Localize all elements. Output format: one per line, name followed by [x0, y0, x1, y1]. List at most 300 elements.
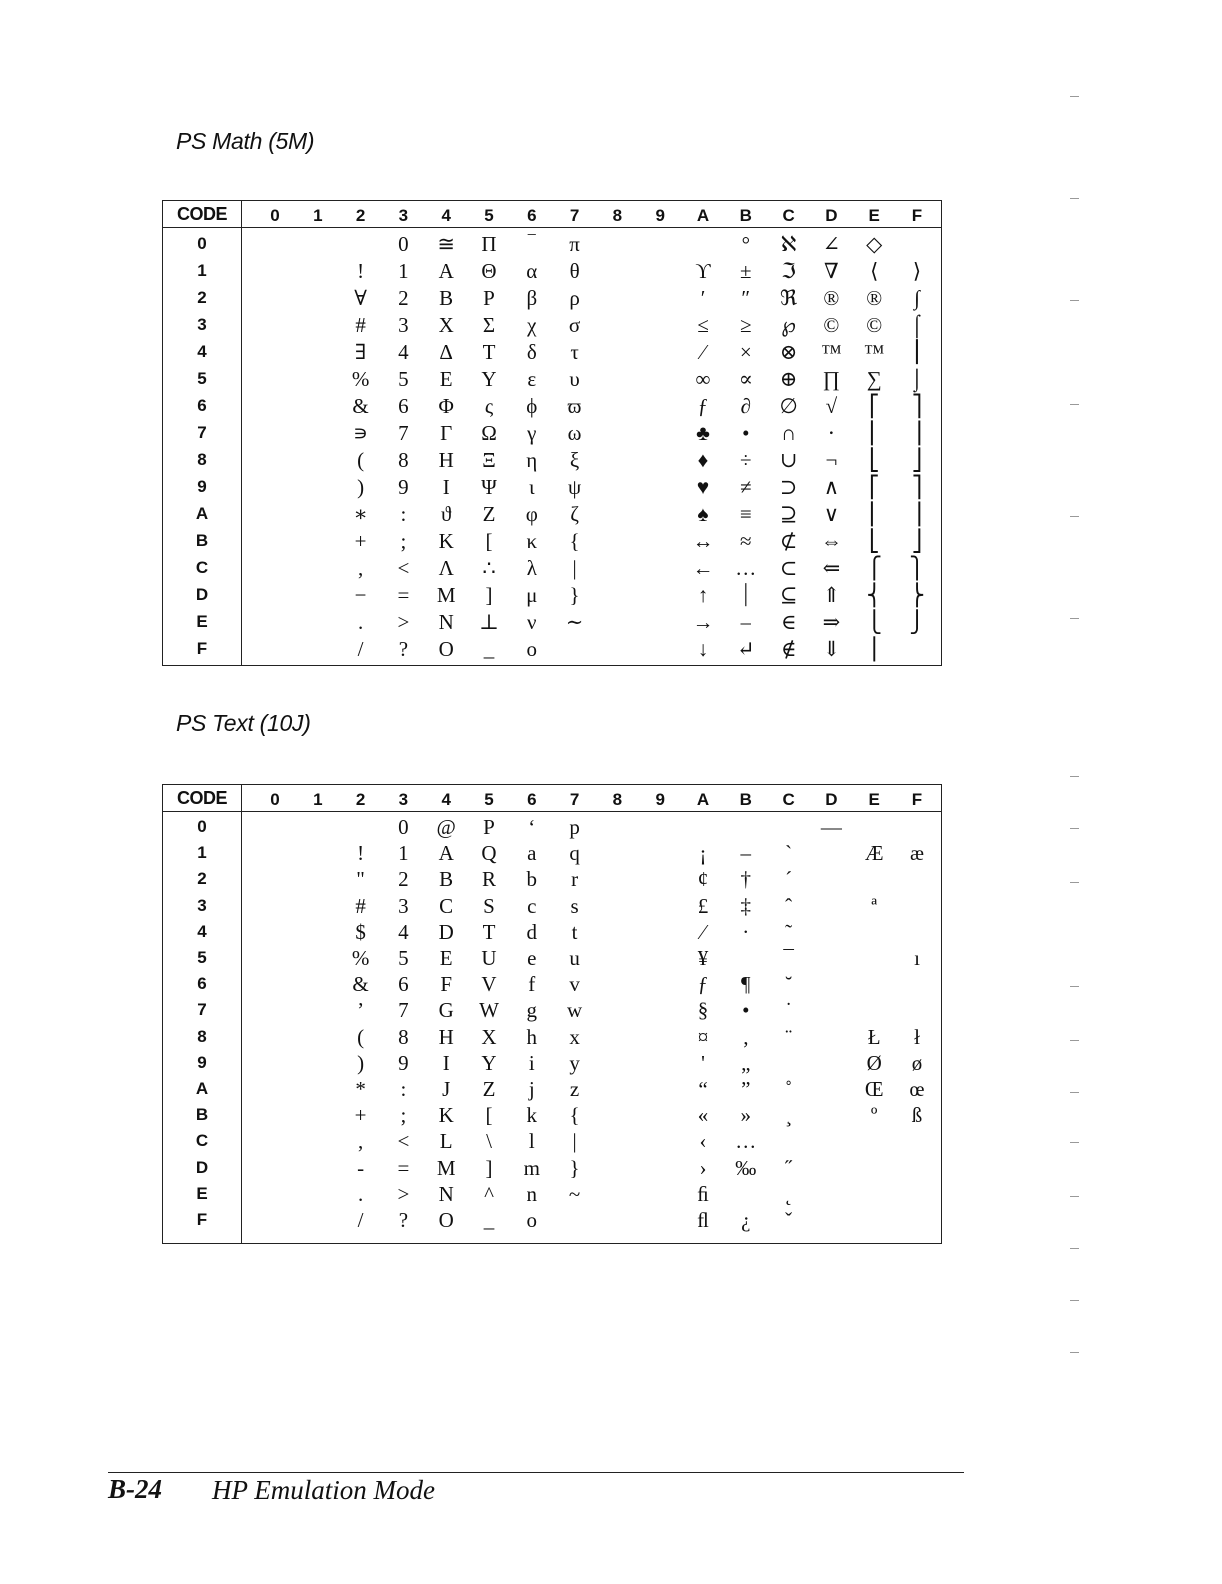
char-cell: ] — [485, 1155, 493, 1180]
char-cell: ξ — [569, 448, 580, 472]
column-header-2: 2 — [355, 206, 366, 225]
column-header-b: B — [739, 790, 752, 809]
char-cell: P — [483, 815, 495, 839]
char-cell: 5 — [398, 946, 409, 970]
column-header-6: 6 — [527, 206, 537, 225]
char-cell: 3 — [398, 313, 409, 337]
char-cell: ⎧ — [866, 556, 883, 580]
char-cell: ≥ — [740, 313, 752, 337]
row-header-c: C — [195, 558, 209, 577]
char-cell: π — [569, 232, 580, 256]
char-cell: ® — [866, 286, 883, 310]
char-cell: ∗ — [353, 502, 368, 526]
column-header-7: 7 — [569, 206, 580, 225]
char-cell: ⎥ — [911, 502, 923, 526]
margin-mark — [1070, 1142, 1079, 1143]
column-header-6: 6 — [527, 790, 537, 809]
char-cell: ⊇ — [779, 502, 798, 526]
char-cell: ¬ — [825, 448, 838, 472]
char-cell: ∞ — [695, 367, 711, 391]
char-cell: ‰ — [735, 1155, 757, 1180]
char-cell: ϑ — [440, 502, 452, 526]
row-header-3: 3 — [197, 895, 207, 915]
char-cell: ⎫ — [909, 556, 925, 580]
char-cell: A — [438, 841, 454, 866]
char-cell: N — [438, 1181, 454, 1206]
char-cell: < — [397, 1129, 410, 1154]
char-cell: + — [354, 529, 367, 553]
char-cell: , — [357, 556, 364, 580]
char-cell: ¤ — [697, 1024, 709, 1049]
char-cell: ♥ — [696, 475, 710, 499]
char-cell: @ — [436, 815, 456, 839]
char-cell: ? — [398, 1208, 409, 1232]
char-cell: η — [526, 448, 538, 472]
column-header-7: 7 — [569, 790, 580, 809]
row-header-f: F — [196, 1210, 208, 1229]
row-header-5: 5 — [197, 369, 207, 388]
char-cell: C — [439, 893, 454, 918]
char-cell: § — [697, 998, 709, 1023]
char-cell: ∇ — [824, 259, 839, 283]
row-header-4: 4 — [197, 342, 207, 361]
char-cell: ⎦ — [911, 529, 923, 553]
column-header-5: 5 — [484, 790, 494, 809]
row-header-e: E — [196, 612, 208, 631]
char-cell: ˚ — [785, 1077, 793, 1101]
char-cell: k — [526, 1103, 538, 1128]
char-cell: Æ — [864, 841, 884, 866]
char-cell: K — [438, 529, 454, 553]
char-cell: ı — [914, 946, 920, 970]
char-cell: · — [742, 919, 750, 944]
char-cell: χ — [527, 313, 537, 337]
margin-mark — [1070, 882, 1079, 883]
char-cell: κ — [526, 529, 538, 553]
char-cell: ’ — [357, 998, 365, 1023]
row-header-7: 7 — [197, 1000, 207, 1020]
column-header-d: D — [825, 206, 838, 225]
char-cell: ƒ — [697, 972, 709, 997]
char-cell: ⊥ — [479, 610, 499, 634]
char-cell: ∅ — [779, 394, 798, 418]
char-cell: P — [483, 286, 495, 310]
char-cell: ; — [400, 529, 407, 553]
char-cell: 1 — [398, 841, 409, 866]
char-cell: ϕ — [526, 394, 538, 418]
char-cell: Ω — [481, 421, 497, 445]
char-cell: ↵ — [736, 637, 755, 661]
char-cell: Σ — [482, 313, 496, 337]
char-cell: V — [481, 972, 497, 997]
char-cell: ﬂ — [697, 1208, 709, 1232]
char-cell: ο — [526, 637, 538, 661]
column-header-f: F — [911, 206, 923, 225]
char-cell: # — [355, 893, 366, 918]
char-cell: ↔ — [692, 529, 714, 553]
margin-mark — [1070, 96, 1079, 97]
char-cell: → — [692, 610, 714, 634]
char-cell: | — [572, 1129, 577, 1154]
margin-mark — [1070, 986, 1079, 987]
char-cell: ™ — [863, 340, 885, 364]
char-cell: ( — [357, 1024, 365, 1049]
char-cell: ◇ — [866, 232, 883, 256]
margin-mark — [1070, 1352, 1079, 1353]
char-cell: _ — [483, 637, 495, 661]
char-cell: ≤ — [697, 313, 709, 337]
char-cell: j — [528, 1077, 535, 1101]
char-cell: r — [571, 867, 579, 892]
char-cell: ° — [741, 232, 750, 256]
char-cell: S — [483, 893, 495, 918]
char-cell: ¯ — [783, 946, 794, 970]
char-cell: ⊕ — [779, 367, 798, 391]
char-cell: ‹ — [699, 1129, 707, 1154]
char-cell: 8 — [398, 448, 409, 472]
char-cell: ﬁ — [697, 1181, 709, 1206]
char-cell: z — [569, 1077, 580, 1101]
row-header-8: 8 — [197, 450, 207, 469]
char-cell: ˇ — [785, 1208, 793, 1232]
char-cell: θ — [569, 259, 580, 283]
char-cell: ∝ — [738, 367, 753, 391]
char-cell: φ — [525, 502, 538, 526]
char-cell: ≠ — [740, 475, 752, 499]
char-cell: ″ — [741, 286, 751, 310]
chart-ps-math — [162, 200, 942, 666]
row-header-6: 6 — [197, 396, 207, 415]
char-cell: K — [438, 1103, 454, 1128]
row-header-1: 1 — [197, 843, 207, 863]
char-cell: ∨ — [823, 502, 840, 526]
char-cell: − — [354, 583, 367, 607]
char-cell: ) — [357, 1050, 365, 1075]
char-cell: Φ — [438, 394, 454, 418]
row-header-7: 7 — [197, 423, 207, 442]
char-cell: Y — [481, 1050, 497, 1075]
margin-mark — [1070, 1040, 1079, 1041]
char-cell: = — [397, 1155, 410, 1180]
char-cell: ∏ — [822, 367, 841, 391]
char-cell: & — [352, 972, 369, 997]
char-cell: » — [740, 1103, 752, 1128]
char-cell: U — [481, 946, 497, 970]
char-cell: G — [438, 998, 454, 1023]
char-cell: Γ — [440, 421, 453, 445]
char-cell: ∧ — [823, 475, 840, 499]
char-cell: ¨ — [785, 1024, 793, 1049]
char-cell: ⊄ — [779, 529, 798, 553]
char-cell: q — [569, 841, 580, 866]
char-cell: 6 — [398, 972, 409, 997]
column-header-b: B — [739, 206, 752, 225]
char-cell: ~ — [568, 1181, 581, 1206]
char-cell: 9 — [398, 1050, 409, 1075]
char-cell: ¸ — [785, 1103, 793, 1128]
char-cell: ⊆ — [779, 583, 798, 607]
char-cell: ϖ — [567, 394, 582, 418]
row-header-6: 6 — [197, 974, 207, 994]
char-cell: ⎤ — [911, 394, 923, 418]
char-cell: 8 — [398, 1024, 409, 1049]
char-cell: ∑ — [866, 367, 882, 391]
char-cell: ∀ — [354, 286, 367, 310]
row-header-9: 9 — [197, 477, 207, 496]
char-cell: ⊃ — [779, 475, 798, 499]
char-cell: ® — [823, 286, 840, 310]
char-cell: J — [442, 1077, 451, 1101]
char-cell: ⇔ — [820, 529, 842, 553]
char-cell: ⎢ — [868, 421, 880, 445]
char-cell: ƒ — [697, 394, 709, 418]
char-cell: Q — [481, 841, 497, 866]
char-cell: v — [569, 972, 580, 997]
char-cell: * — [355, 1077, 366, 1101]
char-cell: ⎡ — [868, 475, 880, 499]
char-cell: = — [397, 583, 410, 607]
char-cell: ∫ — [914, 286, 920, 310]
char-cell: £ — [697, 893, 709, 918]
char-cell: ⋅ — [827, 421, 835, 445]
row-header-b: B — [195, 531, 209, 550]
char-cell: ϒ — [695, 259, 711, 283]
column-header-e: E — [868, 790, 880, 809]
char-cell: ⎥ — [911, 421, 923, 445]
char-cell: ⎣ — [868, 529, 880, 553]
column-header-4: 4 — [441, 206, 451, 225]
row-header-e: E — [196, 1183, 208, 1203]
char-cell: T — [482, 340, 496, 364]
char-cell: ν — [527, 610, 537, 634]
char-cell: ! — [357, 259, 365, 283]
column-header-0: 0 — [270, 790, 280, 809]
char-cell: Ø — [866, 1050, 882, 1075]
row-header-2: 2 — [197, 869, 207, 889]
char-cell: ¿ — [741, 1208, 751, 1232]
row-header-4: 4 — [197, 921, 207, 941]
char-cell: / — [357, 1208, 364, 1232]
char-cell: ↑ — [697, 583, 709, 607]
char-cell: T — [482, 919, 496, 944]
margin-mark — [1070, 618, 1079, 619]
char-cell: c — [527, 893, 537, 918]
char-cell: N — [438, 610, 454, 634]
char-cell: ζ — [570, 502, 579, 526]
char-cell: æ — [909, 841, 924, 866]
char-cell: ⎨ — [866, 583, 883, 607]
char-cell: ⎤ — [911, 475, 923, 499]
char-cell: ∈ — [780, 610, 797, 634]
char-cell: “ — [698, 1077, 708, 1101]
row-header-d: D — [195, 1157, 209, 1177]
char-cell: ⎪ — [866, 637, 883, 661]
char-cell: μ — [526, 583, 538, 607]
char-cell: … — [735, 1129, 757, 1154]
char-cell: B — [439, 867, 454, 892]
char-cell: " — [356, 867, 365, 892]
char-cell: M — [436, 583, 456, 607]
char-cell: f — [528, 972, 536, 997]
char-cell: y — [569, 1050, 580, 1075]
char-cell: h — [526, 1024, 538, 1049]
row-header-9: 9 — [197, 1052, 207, 1072]
chart-ps-text — [162, 784, 942, 1244]
char-cell: b — [526, 867, 538, 892]
margin-mark — [1070, 828, 1079, 829]
section-title-ps-text: PS Text (10J) — [176, 710, 311, 736]
char-cell: ∍ — [353, 421, 369, 445]
char-cell: t — [571, 919, 578, 944]
char-cell: m — [523, 1155, 540, 1180]
margin-mark — [1070, 1248, 1079, 1249]
margin-mark — [1070, 404, 1079, 405]
char-cell: H — [438, 1024, 454, 1049]
char-cell: + — [354, 1103, 367, 1128]
row-header-c: C — [195, 1131, 209, 1151]
char-cell: ♦ — [697, 448, 709, 472]
char-cell: ? — [398, 637, 409, 661]
char-cell: X — [481, 1024, 497, 1049]
char-cell: ψ — [568, 475, 582, 499]
char-cell: Z — [482, 1077, 496, 1101]
char-cell: Œ — [864, 1077, 884, 1101]
char-cell: { — [569, 1103, 580, 1128]
column-header-8: 8 — [612, 206, 623, 225]
char-cell: Π — [481, 232, 497, 256]
char-cell: % — [351, 367, 370, 391]
char-cell: , — [357, 1129, 364, 1154]
char-cell: I — [442, 475, 450, 499]
char-cell: ⎯ — [740, 610, 752, 634]
char-cell: > — [397, 1181, 410, 1206]
char-cell: 4 — [398, 340, 409, 364]
char-cell: 0 — [398, 232, 409, 256]
row-header-f: F — [196, 639, 208, 658]
char-cell: ] — [485, 583, 493, 607]
char-cell: n — [526, 1181, 538, 1206]
char-cell: ” — [741, 1077, 751, 1101]
char-cell: ∠ — [822, 232, 841, 256]
char-cell: [ — [485, 529, 493, 553]
char-cell: ` — [785, 841, 793, 866]
char-cell: ) — [357, 475, 365, 499]
char-cell: ♣ — [696, 421, 710, 445]
char-cell: ⎣ — [868, 448, 880, 472]
char-cell: © — [823, 313, 840, 337]
char-cell: R — [481, 867, 496, 892]
char-cell: « — [697, 1103, 709, 1128]
char-cell: … — [735, 556, 757, 580]
char-cell: H — [438, 448, 454, 472]
char-cell: ⎭ — [909, 610, 925, 634]
char-cell: „ — [741, 1050, 751, 1075]
char-cell: — — [820, 815, 842, 839]
column-header-0: 0 — [270, 206, 280, 225]
margin-mark — [1070, 516, 1079, 517]
char-cell: ∪ — [779, 448, 798, 472]
char-cell: ⁄ — [701, 919, 705, 944]
char-cell: ⇑ — [822, 583, 841, 607]
char-cell: / — [357, 637, 364, 661]
char-cell: ø — [911, 1050, 923, 1075]
column-header-8: 8 — [612, 790, 623, 809]
char-cell: E — [439, 946, 453, 970]
char-cell: 4 — [398, 919, 409, 944]
section-title-ps-math: PS Math (5M) — [176, 128, 315, 154]
char-cell: 5 — [398, 367, 409, 391]
char-cell: L — [439, 1129, 453, 1154]
char-cell: ι — [528, 475, 535, 499]
char-cell: υ — [569, 367, 580, 391]
char-cell: Ψ — [481, 475, 497, 499]
char-cell: ± — [740, 259, 752, 283]
char-cell: ^ — [484, 1181, 494, 1206]
column-header-2: 2 — [355, 790, 366, 809]
char-cell: • — [742, 421, 750, 445]
footer-rule — [108, 1472, 964, 1473]
row-header-5: 5 — [197, 948, 207, 967]
char-cell: d — [526, 919, 538, 944]
char-cell: ⎮ — [911, 340, 923, 364]
char-cell: ł — [914, 1024, 920, 1049]
char-cell: ← — [692, 556, 714, 580]
char-cell: D — [438, 919, 454, 944]
char-cell: E — [439, 367, 453, 391]
char-cell: : — [400, 1077, 407, 1101]
column-header-9: 9 — [655, 206, 665, 225]
char-cell: ⊂ — [779, 556, 798, 580]
char-cell: ≈ — [740, 529, 752, 553]
char-cell: ‾ — [528, 232, 536, 256]
char-cell: 1 — [398, 259, 409, 283]
column-header-c: C — [782, 206, 795, 225]
char-cell: Y — [481, 367, 497, 391]
char-cell: O — [438, 1208, 454, 1232]
char-cell: ⟩ — [912, 259, 922, 283]
code-label: CODE — [176, 788, 227, 808]
char-cell: ⇐ — [822, 556, 841, 580]
char-cell: ρ — [569, 286, 580, 310]
char-cell: \ — [486, 1129, 492, 1154]
page-number: B-24 — [108, 1474, 162, 1504]
char-cell: ⎢ — [868, 502, 880, 526]
char-cell: ˙ — [785, 998, 793, 1023]
char-cell: w — [567, 998, 583, 1023]
column-header-4: 4 — [441, 790, 451, 809]
char-cell: ⁄ — [701, 340, 705, 364]
char-cell: Θ — [481, 259, 497, 283]
char-cell: $ — [355, 919, 366, 944]
char-cell: ∃ — [354, 340, 367, 364]
char-cell: 9 — [398, 475, 409, 499]
char-cell: † — [740, 867, 752, 892]
margin-mark — [1070, 198, 1079, 199]
char-cell: ς — [484, 394, 494, 418]
char-cell: { — [569, 529, 580, 553]
char-cell: ¡ — [699, 841, 707, 866]
char-cell: ' — [701, 1050, 705, 1075]
column-header-9: 9 — [655, 790, 665, 809]
column-header-1: 1 — [313, 206, 323, 225]
char-cell: × — [739, 340, 752, 364]
char-cell: › — [699, 1155, 707, 1180]
char-cell: } — [569, 1155, 580, 1180]
char-cell: ¥ — [697, 946, 709, 970]
char-cell: 2 — [398, 286, 409, 310]
char-cell: - — [357, 1155, 365, 1180]
char-cell: • — [742, 998, 750, 1023]
